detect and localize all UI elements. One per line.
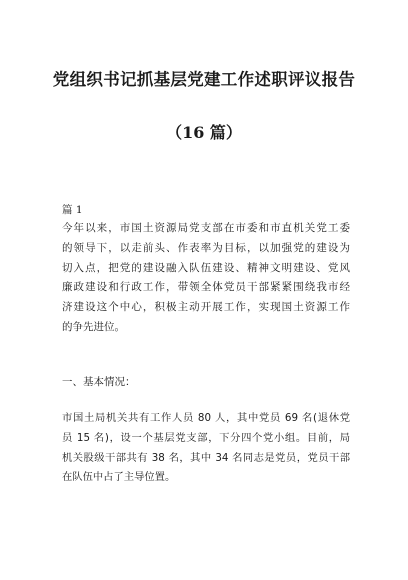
paragraph-line: 的争先进位。 [62,320,125,333]
paragraph-line: 员 15 名)，设一个基层党支部，下分四个党小组。目前，局 [62,431,350,444]
paragraph-line: 今年以来，市国土资源局党支部在市委和市直机关党工委 [62,222,350,234]
document-title: 党组织书记抓基层党建工作述职评议报告 [52,70,356,89]
paragraph-basic-info [62,409,350,488]
paragraph-line: 切入点，把党的建设融入队伍建设、精神文明建设、党风 [62,261,350,274]
section-label: 篇 1 [62,204,83,216]
paragraph-line: 市国土局机关共有工作人员 80 人，其中党员 69 名(退休党 [62,412,350,424]
paragraph-intro [62,219,350,338]
document-subtitle: （16 篇） [166,123,242,142]
paragraph-line: 济建设这个中心，积极主动开展工作，实现国土资源工作 [62,301,350,314]
paragraph-line: 在队伍中占了主导位置。 [62,471,176,484]
section-heading-basic-info: 一、基本情况： [62,376,136,388]
paragraph-line: 机关股级干部共有 38 名，其中 34 名同志是党员，党员干部 [62,451,350,464]
paragraph-line: 的领导下，以走前头、作表率为目标，以加强党的建设为 [62,241,350,254]
paragraph-line: 廉政建设和行政工作，带领全体党员干部紧紧围绕我市经 [62,281,350,294]
